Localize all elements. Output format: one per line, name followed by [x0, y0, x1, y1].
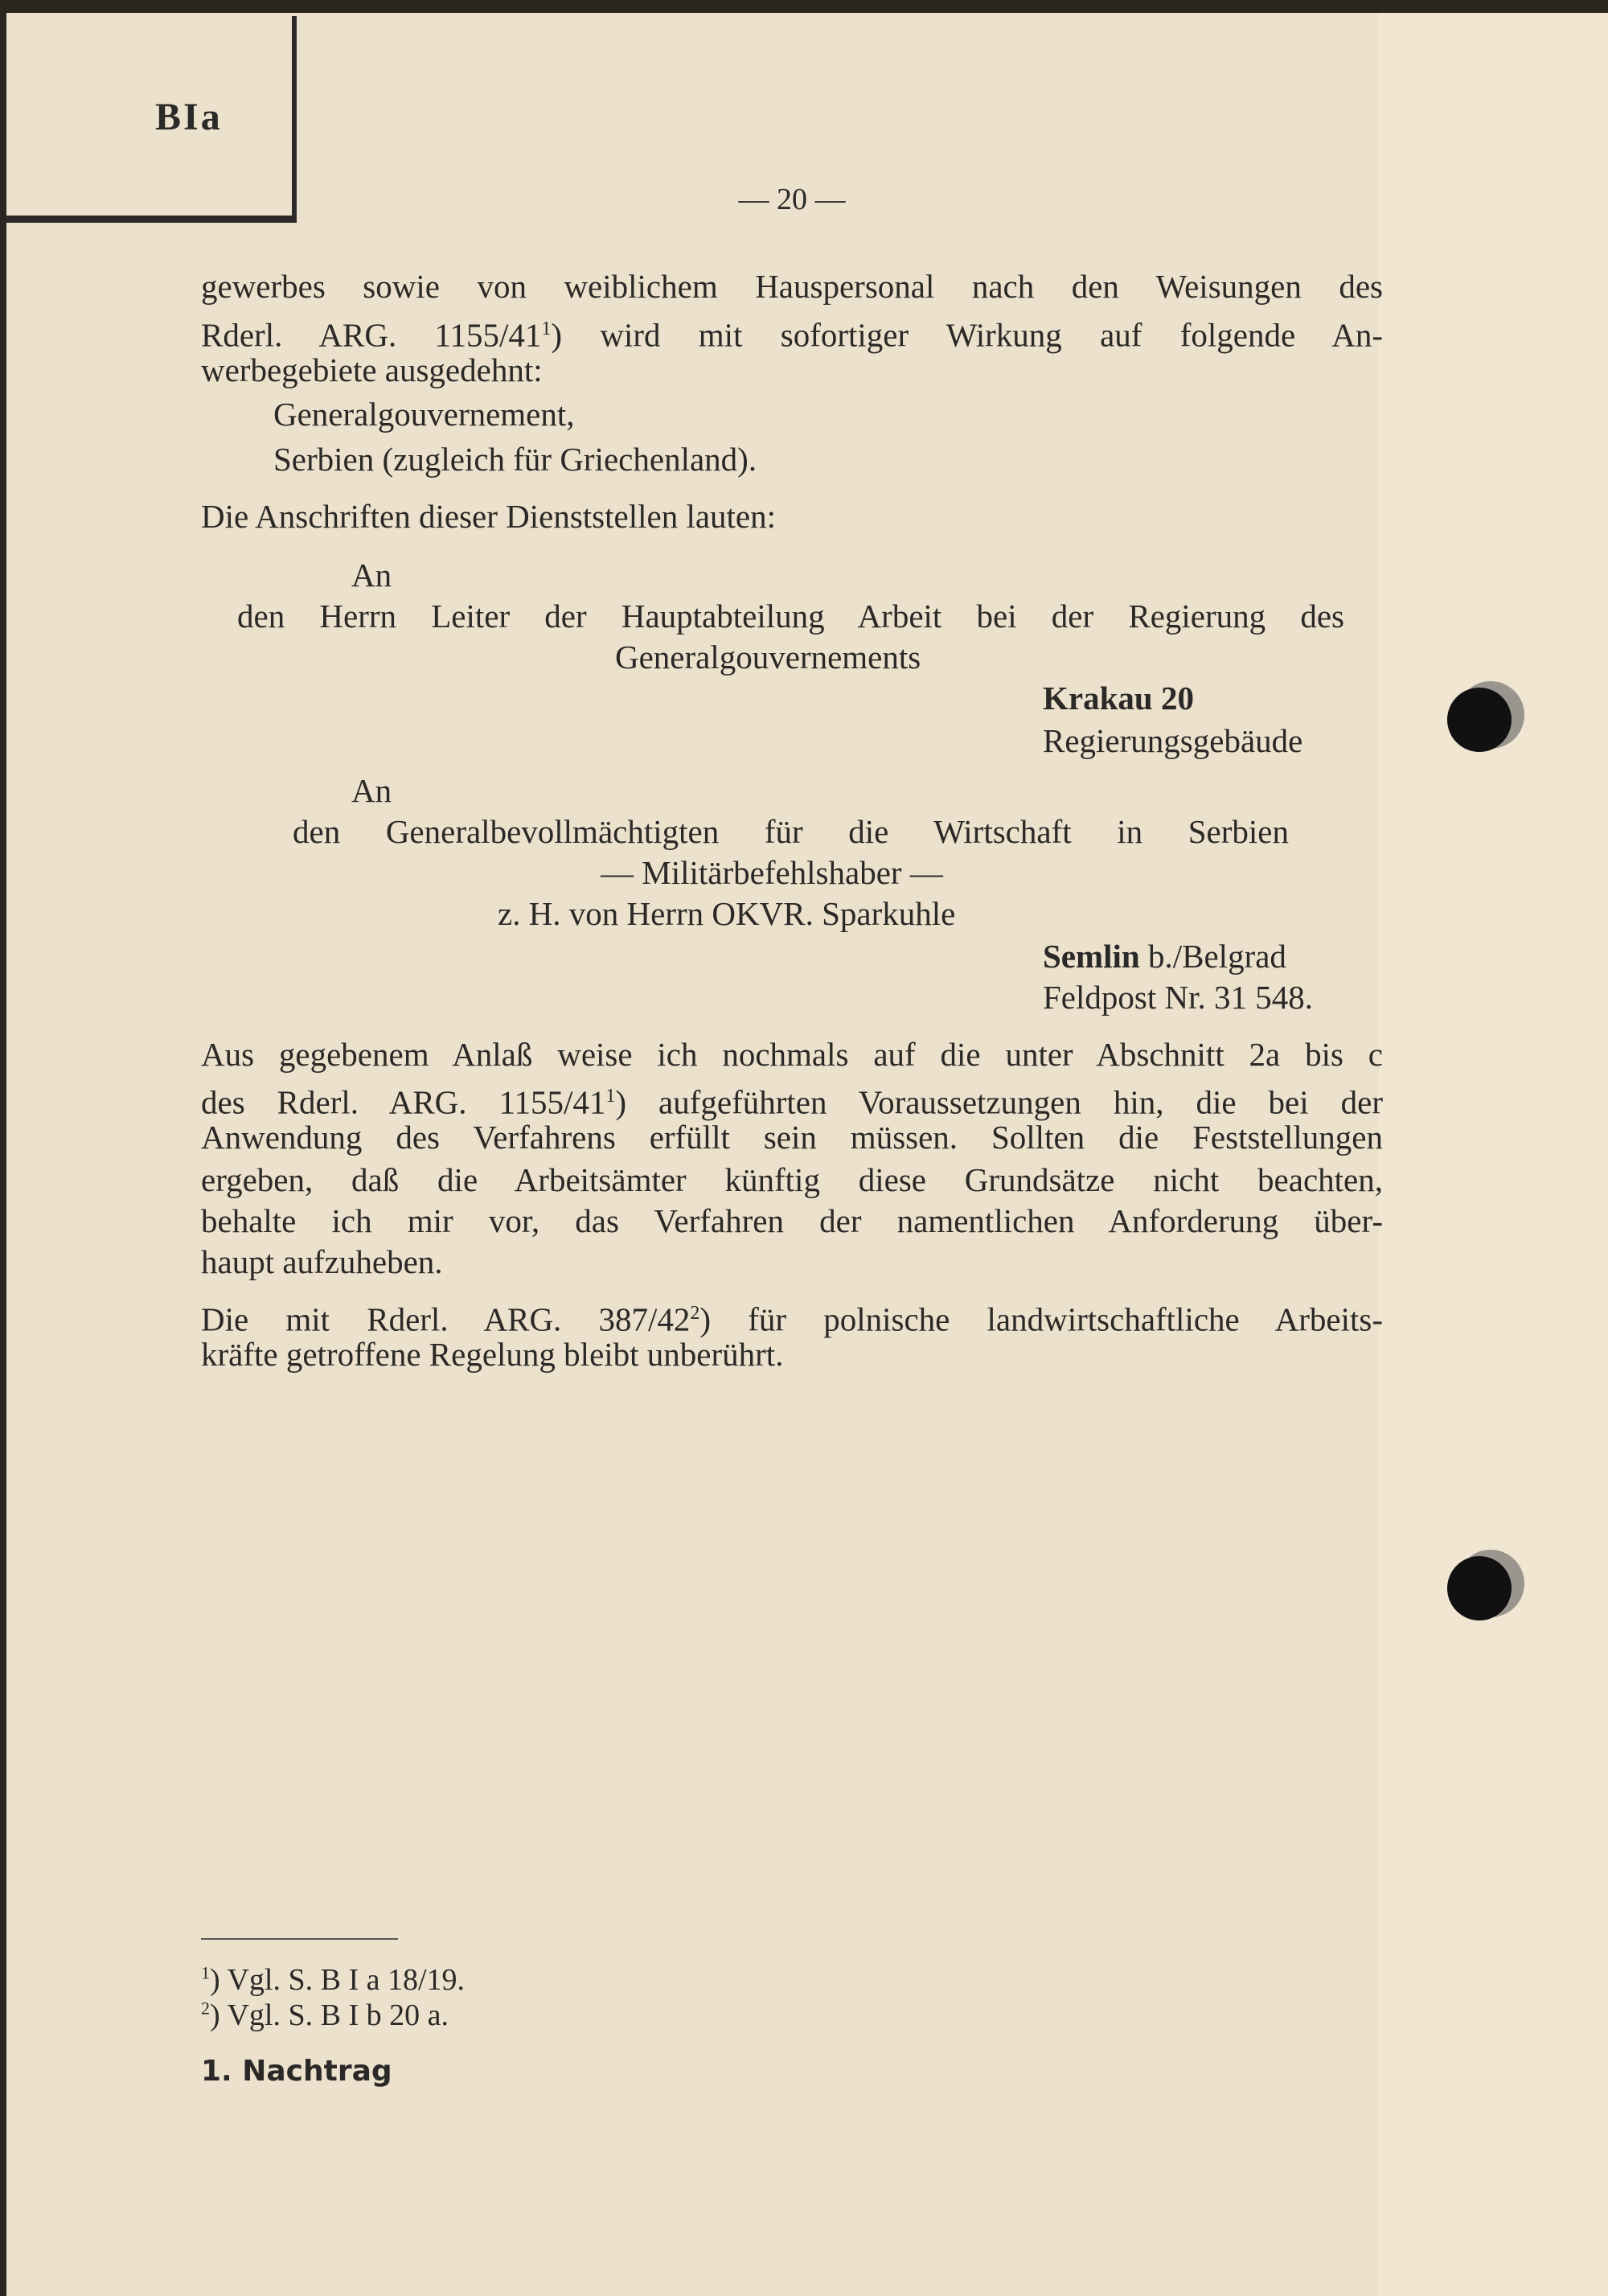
body-line: Die mit Rderl. ARG. $387/42^2$) für polnische landwirtschaftliche Arbeits-	[201, 1300, 1384, 1338]
body-line: Anwendung des Verfahrens erfüllt sein müssen. Sollten die Feststellungen	[201, 1119, 1383, 1156]
page-number: — 20 —	[738, 183, 846, 216]
address1-line1: den Herrn Leiter der Hauptabteilung Arbeit bei der Regierung des	[237, 598, 1344, 635]
body-line: Aus gegebenem Anlaß weise ich nochmals auf die unter Abschnitt 2a bis c	[201, 1036, 1383, 1073]
address1-city: Krakau 20	[1043, 680, 1194, 717]
address1-an: An	[351, 557, 392, 594]
body-line: Rderl. ARG. $1155/41^1$) wird mit sofortiger Wirkung auf folgende An-	[201, 316, 1384, 354]
page-edge-strip	[1379, 13, 1608, 2296]
body-line: gewerbes sowie von weiblichem Hauspersonal nach den Weisungen des	[201, 268, 1383, 305]
region-item: Serbien (zugleich für Griechenland).	[273, 441, 757, 478]
body-line: des Rderl. ARG. $1155/41^1$) aufgeführten Voraussetzungen hin, die bei der	[201, 1083, 1383, 1121]
address2-an: An	[351, 772, 392, 809]
address2-line2: — Militärbefehlshaber —	[601, 854, 943, 891]
body-line: werbegebiete ausgedehnt:	[201, 351, 543, 388]
footnote-rule	[201, 1938, 398, 1940]
supplement-label: 1. Nachtrag	[201, 2055, 392, 2088]
addresses-intro: Die Anschriften dieser Dienststellen lauten:	[201, 498, 777, 535]
body-line: kräfte getroffene Regelung bleibt unberührt.	[201, 1336, 784, 1373]
address2-line3: z. H. von Herrn OKVR. Sparkuhle	[498, 895, 956, 932]
address2-line1: den Generalbevollmächtigten für die Wirtschaft in Serbien	[293, 813, 1289, 850]
body-line: behalte ich mir vor, das Verfahren der namentlichen Anforderung über-	[201, 1202, 1383, 1239]
body-line: ergeben, daß die Arbeitsämter künftig diese Grundsätze nicht beachten,	[201, 1161, 1383, 1198]
body-line: haupt aufzuheben.	[201, 1243, 443, 1280]
address2-feldpost: Feldpost Nr. 31 548.	[1043, 979, 1313, 1016]
address1-line2: Generalgouvernements	[615, 639, 921, 676]
footnote: $^2$) Vgl. S. B I b 20 a.	[201, 1998, 449, 2032]
punch-hole	[1447, 688, 1512, 752]
punch-hole	[1447, 1556, 1512, 1620]
address2-city: Semlin b./Belgrad	[1043, 938, 1286, 975]
footnote: $^1$) Vgl. S. B I a 18/19.	[201, 1962, 466, 1997]
address1-building: Regierungsgebäude	[1043, 722, 1303, 759]
section-tab-label: BIa	[155, 96, 223, 138]
region-item: Generalgouvernement,	[273, 396, 575, 433]
